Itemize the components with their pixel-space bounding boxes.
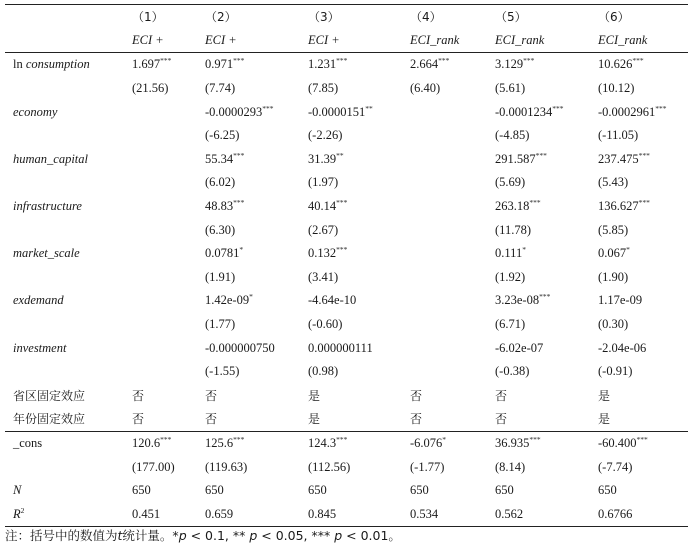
table-cell: (-11.05) <box>598 128 639 143</box>
table-cell: 136.627*** <box>598 197 650 214</box>
table-cell: (-1.77) <box>410 459 445 474</box>
row-label <box>5 360 132 384</box>
table-row <box>5 53 688 77</box>
table-cell: 55.34*** <box>205 150 245 166</box>
table-row <box>5 77 688 101</box>
row-label: exdemand <box>13 293 64 308</box>
col-num-1: （1） <box>132 5 205 29</box>
table-cell: 650 <box>410 483 429 498</box>
table-cell: 0.6766 <box>598 502 688 526</box>
table-cell <box>410 242 495 266</box>
table-note: 注：括号中的数值为t统计量。*p < 0.1, ** p < 0.05, *** p < 0.01。 <box>5 528 401 543</box>
table-cell: (7.74) <box>205 81 236 96</box>
table-cell: 31.39** <box>308 150 344 166</box>
table-row <box>5 502 688 526</box>
table-row <box>5 195 688 219</box>
table-cell: (119.63) <box>205 459 248 474</box>
table-cell: 0.451 <box>132 502 205 526</box>
table-cell: (6.40) <box>410 81 441 96</box>
table-cell: 否 <box>410 388 423 403</box>
table-cell <box>410 195 495 219</box>
table-cell: 否 <box>410 407 495 431</box>
table-cell <box>132 100 205 124</box>
table-cell: -6.076* <box>410 434 447 450</box>
table-cell: 2.664*** <box>410 56 450 72</box>
table-cell: 0.000000111 <box>308 340 373 355</box>
table-cell: -6.02e-07 <box>495 340 544 355</box>
table-cell: (-6.25) <box>205 128 240 143</box>
table-cell: -0.0002961*** <box>598 103 667 119</box>
table-cell: 否 <box>132 388 145 403</box>
table-cell: 36.935*** <box>495 434 541 450</box>
table-cell: 否 <box>205 388 218 403</box>
table-cell: 263.18*** <box>495 197 541 214</box>
table-cell: 650 <box>205 483 224 498</box>
table-cell <box>132 313 205 337</box>
table-row <box>5 218 688 242</box>
table-cell: (7.85) <box>308 81 339 96</box>
table-cell: (0.30) <box>598 317 629 332</box>
table-cell: (-7.74) <box>598 459 633 474</box>
table-cell: 0.111* <box>495 245 526 261</box>
table-cell: 1.42e-09* <box>205 292 253 308</box>
table-cell: (5.61) <box>495 81 526 96</box>
table-row <box>5 431 688 455</box>
table-cell: (1.77) <box>205 317 236 332</box>
table-cell <box>410 289 495 313</box>
table-cell <box>132 195 205 219</box>
table-cell: -0.000000750 <box>205 340 275 355</box>
row-label: investment <box>13 340 67 355</box>
row-label: N <box>13 483 22 498</box>
table-cell: (-4.85) <box>495 128 530 143</box>
col-num-6: （6） <box>598 5 688 29</box>
table-cell <box>132 266 205 290</box>
table-cell <box>410 218 495 242</box>
table-cell: 0.067* <box>598 245 630 261</box>
row-label <box>5 266 132 290</box>
table-cell: 是 <box>308 407 410 431</box>
dep-var-3: ECI + <box>308 29 410 53</box>
table-cell: (1.92) <box>495 269 526 284</box>
table-row <box>5 360 688 384</box>
table-cell: -2.04e-06 <box>598 340 647 355</box>
table-cell <box>410 100 495 124</box>
table-cell: (1.90) <box>598 269 629 284</box>
table-cell <box>132 171 205 195</box>
table-row <box>5 289 688 313</box>
table-cell: 0.845 <box>308 502 410 526</box>
row-label: infrastructure <box>13 199 82 214</box>
table-cell: 1.231*** <box>308 56 348 72</box>
table-cell: (8.14) <box>495 459 526 474</box>
table-cell: (-2.26) <box>308 128 343 143</box>
table-cell <box>132 218 205 242</box>
table-cell: -0.0000151** <box>308 103 373 119</box>
row-label <box>5 171 132 195</box>
table-cell: (-0.91) <box>598 364 633 379</box>
table-cell: 是 <box>308 388 321 403</box>
table-cell: -60.400*** <box>598 434 648 450</box>
table-row <box>5 336 688 360</box>
col-num-4: （4） <box>410 5 495 29</box>
table-cell: 237.475*** <box>598 150 650 166</box>
table-cell: 0.562 <box>495 502 598 526</box>
table-row <box>5 313 688 337</box>
table-row <box>5 407 688 431</box>
table-cell: 650 <box>598 483 617 498</box>
table-cell: 否 <box>495 388 508 403</box>
table-cell: 0.0781* <box>205 245 244 261</box>
col-num-3: （3） <box>308 5 410 29</box>
row-label: $R^2$ <box>5 502 132 526</box>
table-cell: 0.971*** <box>205 56 245 72</box>
table-cell: 是 <box>598 388 611 403</box>
table-cell <box>132 289 205 313</box>
row-label <box>5 77 132 101</box>
table-cell: 3.129*** <box>495 56 535 72</box>
table-row <box>5 171 688 195</box>
col-num-5: （5） <box>495 5 598 29</box>
table-row <box>5 100 688 124</box>
table-cell: (112.56) <box>308 459 351 474</box>
dep-var-4: ECI_rank <box>410 29 495 53</box>
table-cell: (10.12) <box>598 81 635 96</box>
table-cell: (177.00) <box>132 459 175 474</box>
table-cell: 650 <box>308 483 327 498</box>
table-cell <box>410 148 495 172</box>
row-label: 年份固定效应 <box>5 407 132 431</box>
table-cell: 10.626*** <box>598 56 644 72</box>
table-cell: 否 <box>495 407 598 431</box>
table-cell: 0.132*** <box>308 245 348 261</box>
row-label: human_capital <box>13 151 88 166</box>
col-num-2: （2） <box>205 5 308 29</box>
row-label: ln consumption <box>13 57 90 72</box>
row-label <box>5 455 132 479</box>
table-cell: 0.659 <box>205 502 308 526</box>
table-cell: (5.85) <box>598 222 629 237</box>
table-cell: 1.697*** <box>132 56 172 72</box>
table-cell: (0.98) <box>308 364 339 379</box>
table-cell: 124.3*** <box>308 434 348 450</box>
dep-var-2: ECI + <box>205 29 308 53</box>
table-cell: -0.0001234*** <box>495 103 564 119</box>
table-row <box>5 384 688 408</box>
table-cell: 否 <box>205 407 308 431</box>
table-cell <box>132 336 205 360</box>
dep-var-6: ECI_rank <box>598 29 688 53</box>
table-cell: (-0.38) <box>495 364 530 379</box>
table-cell: (-0.60) <box>308 317 343 332</box>
table-cell: (11.78) <box>495 222 531 237</box>
table-cell: (6.02) <box>205 175 236 190</box>
table-cell: (1.97) <box>308 175 339 190</box>
table-cell: (-1.55) <box>205 364 240 379</box>
table-row <box>5 124 688 148</box>
table-cell <box>132 242 205 266</box>
table-cell: 291.587*** <box>495 150 547 166</box>
table-cell: (3.41) <box>308 269 339 284</box>
table-cell: (1.91) <box>205 269 236 284</box>
row-label: economy <box>13 104 58 119</box>
table-cell: 120.6*** <box>132 434 172 450</box>
table-row <box>5 242 688 266</box>
table-cell <box>410 171 495 195</box>
row-label <box>5 124 132 148</box>
table-row <box>5 455 688 479</box>
table-cell: -0.0000293*** <box>205 103 274 119</box>
table-cell: 650 <box>132 483 151 498</box>
table-row <box>5 148 688 172</box>
table-cell: 650 <box>495 483 514 498</box>
table-cell <box>132 148 205 172</box>
table-cell <box>132 360 205 384</box>
table-cell: 48.83*** <box>205 197 245 214</box>
table-cell: 0.534 <box>410 502 495 526</box>
table-cell: -4.64e-10 <box>308 293 357 308</box>
row-label <box>5 218 132 242</box>
table-row <box>5 266 688 290</box>
table-cell <box>132 124 205 148</box>
table-cell <box>410 313 495 337</box>
table-cell: (6.71) <box>495 317 526 332</box>
table-cell <box>410 124 495 148</box>
table-cell: (5.43) <box>598 175 629 190</box>
row-label <box>5 313 132 337</box>
table-cell: 125.6*** <box>205 434 245 450</box>
table-cell <box>410 360 495 384</box>
table-cell: (21.56) <box>132 81 169 96</box>
table-cell: (5.69) <box>495 175 526 190</box>
table-row <box>5 479 688 503</box>
table-cell: 1.17e-09 <box>598 293 643 308</box>
table-cell: 40.14*** <box>308 197 348 214</box>
dep-var-1: ECI + <box>132 29 205 53</box>
dep-var-5: ECI_rank <box>495 29 598 53</box>
table-cell: (6.30) <box>205 222 236 237</box>
row-label: market_scale <box>13 246 80 261</box>
table-cell: 3.23e-08*** <box>495 292 551 308</box>
table-cell: 否 <box>132 407 205 431</box>
row-label: _cons <box>13 435 43 450</box>
table-cell: 是 <box>598 407 688 431</box>
table-cell: (2.67) <box>308 222 339 237</box>
table-cell <box>410 336 495 360</box>
table-cell <box>410 266 495 290</box>
row-label: 省区固定效应 <box>13 388 86 403</box>
regression-table <box>5 4 688 527</box>
